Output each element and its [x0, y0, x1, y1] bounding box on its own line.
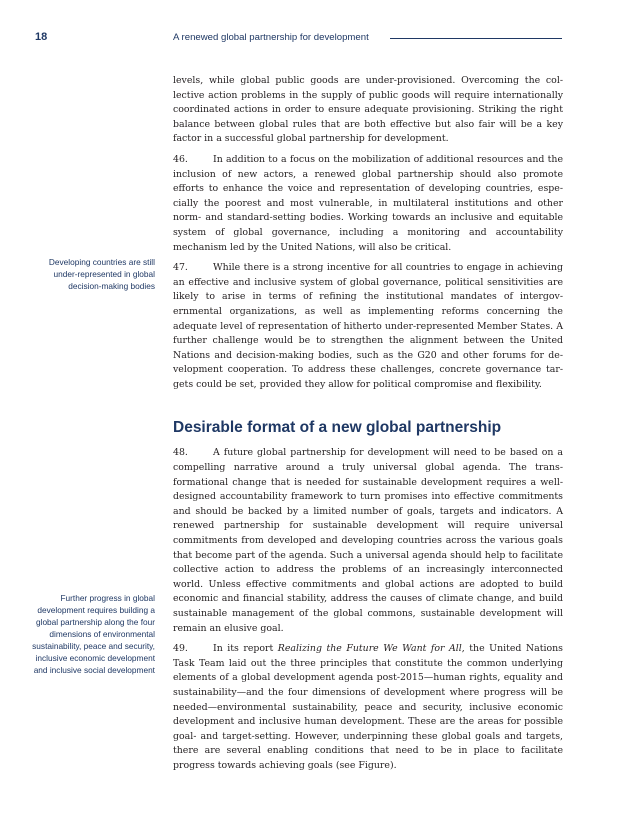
paragraph-text: While there is a strong incentive for all countries to engage in achieving an effective and inclusive system of global governance, political sensitivities are likely to arise in terms of refining the institutional mandates of intergovernmental organizations, as well as implementing reforms concerning the adequate level of representation of hitherto under-represented Member States. A further challenge would be to strengthen the alignment between the United Nations and decision-making bodies, such as the G20 and other forums for development cooperation. To address these challenges, concrete governance targets could be set, provided they allow for political compromise and flexibility.: [173, 262, 563, 390]
paragraph-number: 48.: [173, 447, 188, 459]
paragraph-number: 49.: [173, 643, 188, 655]
paragraph-text: , the United Nations Task Team laid out the three principles that constitute the common underlying elements of a global development agenda post-2015—human rights, equality and sustainability—and the four dimensions of development where progress will be needed—environmental sustainability, peace and security, inclusive economic development and inclusive human development. These are the areas for possible goal- and target-setting. However, underpinning these global goals and targets, there are several enabling conditions that need to be in place to facilitate progress towards achieving goals (see Figure).: [173, 643, 563, 771]
paragraph-continued: [173, 74, 563, 147]
paragraph-text: A future global partnership for development will need to be based on a compelling narrative around a truly universal global agenda. The transformational change that is needed for sustainable development requires a well-designed accountability framework to turn promises into effective commitments and should be backed by a limited number of goals, targets and indicators. A renewed partnership for sustainable development will require universal commitments from developed and developing countries across the various goals that become part of the agenda. Such a universal agenda should help to facilitate collective action to address the problems of an increasingly interconnected world. Unless effective commitments and global actions are adopted to build economic and financial stability, address the causes of climate change, and build sustainable management of the global commons, sustainable development will remain an elusive goal.: [173, 447, 563, 634]
paragraph-number: 47.: [173, 262, 188, 274]
page-number: 18: [35, 31, 48, 43]
margin-note-representation: Developing countries are still under-represented in global decision-making bodies: [48, 257, 155, 291]
paragraph-text: In addition to a focus on the mobilization of additional resources and the inclusion of new actors, a renewed global partnership should also promote efforts to enhance the voice and representation of developing countries, especially the poorest and most vulnerable, in multilateral institutions and other norm- and standard-setting bodies. Working towards an inclusive and equitable system of global governance, including a monitoring and accountability mechanism led by the United Nations, will also be critical.: [173, 153, 563, 253]
report-title: Realizing the Future We Want for All: [277, 643, 462, 655]
paragraph-49: [173, 642, 563, 773]
paragraph-number: 46.: [173, 153, 188, 165]
margin-note-four-dimensions: Further progress in global development requires building a global partnership along the four dimensions of environmental sustainability, peace and security, inclusive economic development and inclusive social development: [32, 593, 155, 675]
paragraph-47: [173, 261, 563, 392]
page-header: [0, 0, 638, 50]
paragraph-text: In its report: [213, 643, 278, 655]
header-rule: [390, 38, 562, 39]
main-text-column: [173, 74, 563, 780]
paragraph-48: [173, 446, 563, 636]
paragraph-46: [173, 153, 563, 255]
running-title: A renewed global partnership for development: [173, 32, 369, 43]
paragraph-text: levels, while global public goods are under-provisioned. Overcoming the collective action problems in the supply of public goods will require internationally coordinated actions in order to ensure adequate provisioning. Striking the right balance between global rules that are both effective but also fair will be a key factor in a successful global partnership for development.: [173, 75, 563, 145]
section-heading: Desirable format of a new global partnership: [173, 419, 502, 437]
